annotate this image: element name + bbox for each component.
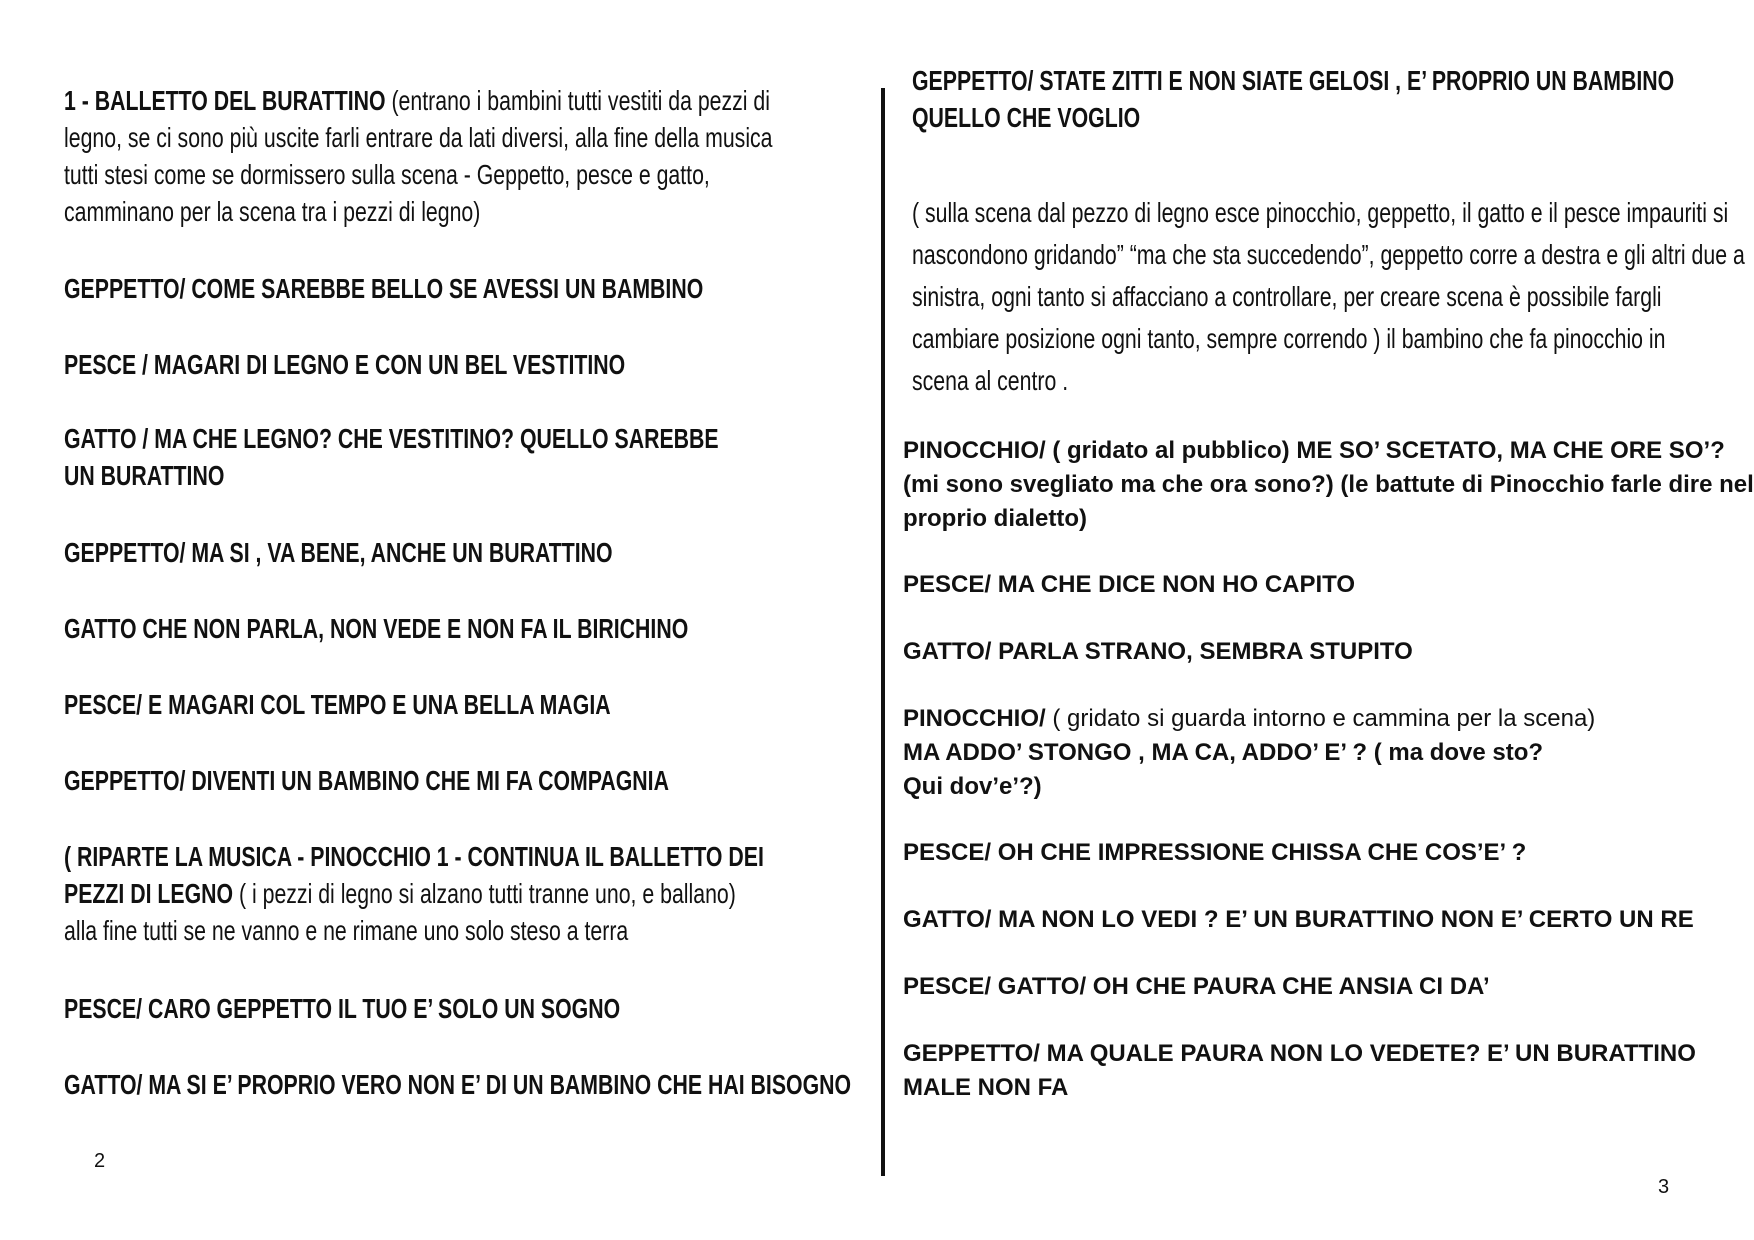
page-number-right: 3 [1658, 1176, 1670, 1198]
stage-direction: ( RIPARTE LA MUSICA - PINOCCHIO 1 - CONTINUA IL BALLETTO DEI PEZZI DI LEGNO ( i pezzi di legno si alzano tutti tranne uno, e ballano) alla fine tutti se ne vanno e ne rimane uno solo steso a terra [64, 841, 764, 946]
dialogue-line: GEPPETTO/ MA QUALE PAURA NON LO VEDETE? E’ UN BURATTINO MALE NON FA [903, 1040, 1696, 1101]
page-divider [881, 88, 885, 1176]
page-number-left: 2 [94, 1150, 106, 1172]
dialogue-line: GATTO/ MA SI E’ PROPRIO VERO NON E’ DI UN BAMBINO CHE HAI BISOGNO [64, 1069, 852, 1100]
intro-stage-direction: 1 - BALLETTO DEL BURATTINO (entrano i bambini tutti vestiti da pezzi di legno, se ci sono più uscite farli entrare da lati diversi, alla fine della musica tutti stesi come se dormissero sulla scena - Geppetto, pesce e gatto, camminano per la scena tra i pezzi di legno) [64, 85, 773, 227]
dialogue-line: GEPPETTO/ DIVENTI UN BAMBINO CHE MI FA COMPAGNIA [64, 765, 669, 796]
dialogue-line: PESCE/ CARO GEPPETTO IL TUO E’ SOLO UN SOGNO [64, 993, 621, 1024]
dialogue-line: PESCE/ GATTO/ OH CHE PAURA CHE ANSIA CI DA’ [903, 973, 1490, 1000]
dialogue-line: PESCE / MAGARI DI LEGNO E CON UN BEL VESTITINO [64, 349, 626, 380]
dialogue-line: GATTO / MA CHE LEGNO? CHE VESTITINO? QUELLO SAREBBE UN BURATTINO [64, 423, 719, 491]
dialogue-line: GATTO/ PARLA STRANO, SEMBRA STUPITO [903, 638, 1413, 665]
dialogue-line: GEPPETTO/ MA SI , VA BENE, ANCHE UN BURATTINO [64, 537, 613, 568]
dialogue-line: GEPPETTO/ STATE ZITTI E NON SIATE GELOSI , E’ PROPRIO UN BAMBINO QUELLO CHE VOGLIO [912, 65, 1675, 133]
dialogue-line: PESCE/ E MAGARI COL TEMPO E UNA BELLA MAGIA [64, 689, 611, 720]
dialogue-line: GEPPETTO/ COME SAREBBE BELLO SE AVESSI UN BAMBINO [64, 273, 704, 304]
dialogue-line: PESCE/ OH CHE IMPRESSIONE CHISSA CHE COS’E’ ? [903, 839, 1527, 866]
dialogue-line: PINOCCHIO/ ( gridato si guarda intorno e cammina per la scena) MA ADDO’ STONGO , MA CA, ADDO’ E’ ? ( ma dove sto? Qui dov’e’?) [903, 705, 1596, 800]
stage-direction: ( sulla scena dal pezzo di legno esce pinocchio, geppetto, il gatto e il pesce impauriti si nascondono gridando” “ma che sta succedendo”, geppetto corre a destra e gli altri due a sinistra, ogni tanto si affacciano a controllare, per creare scena è possibile fargli cambiare posizione ogni tanto, sempre correndo ) il bambino che fa pinocchio in scena al centro . [912, 197, 1745, 396]
scene-title: 1 - BALLETTO DEL BURATTINO [64, 85, 386, 116]
dialogue-line: PESCE/ MA CHE DICE NON HO CAPITO [903, 571, 1356, 598]
dialogue-line: GATTO/ MA NON LO VEDI ? E’ UN BURATTINO NON E’ CERTO UN RE [903, 906, 1694, 933]
dialogue-line: PINOCCHIO/ ( gridato al pubblico) ME SO’ SCETATO, MA CHE ORE SO’? (mi sono svegliato ma che ora sono?) (le battute di Pinocchio farle dire nel proprio dialetto) [903, 437, 1754, 532]
dialogue-line: GATTO CHE NON PARLA, NON VEDE E NON FA IL BIRICHINO [64, 613, 689, 644]
